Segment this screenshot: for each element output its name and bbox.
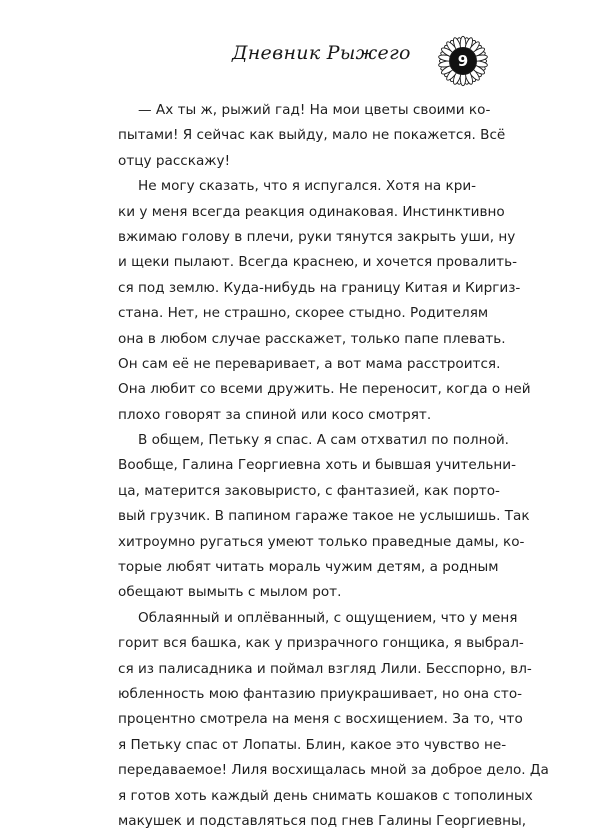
text-line: обещают вымыть с мылом рот. [118,584,342,601]
text-line: и щеки пылают. Всегда краснею, и хочется провалить- [118,254,518,271]
text-line: ца, матерится заковыристо, с фантазией, как порто- [118,482,500,499]
text-line: хитроумно ругаться умеют только праведные дамы, ко- [118,533,525,550]
body-text [118,98,549,834]
text-line: передаваемое! Лиля восхищалась мной за доброе дело. Да [118,762,549,779]
text-line: процентно смотрела на меня с восхищением. За то, что [118,711,523,728]
text-line: стана. Нет, не страшно, скорее стыдно. Родителям [118,305,489,322]
text-line: Не могу сказать, что я испугался. Хотя на кри- [138,178,477,195]
text-line: ся из палисадника и поймал взгляд Лили. Бесспорно, вл- [118,660,532,677]
text-line: — Ах ты ж, рыжий гад! На мои цветы своими ко- [138,102,491,118]
text-line: вый грузчик. В папином гараже такое не услышишь. Так [118,508,530,525]
text-line: Вообще, Галина Георгиевна хоть и бывшая учительни- [118,457,517,474]
text-line: ки у меня всегда реакция одинаковая. Инстинктивно [118,203,505,220]
text-line: ся под землю. Куда-нибудь на границу Китая и Киргиз- [118,279,521,296]
text-line: горит вся башка, как у призрачного гонщика, я выбрал- [118,635,524,652]
text-line: торые любят читать мораль чужим детям, а родным [118,559,499,576]
text-line: Он сам её не переваривает, а вот мама расстроится. [118,355,501,372]
text-line: отцу расскажу! [118,152,231,169]
text-line: Она любит со всеми дружить. Не переносит, когда о ней [118,381,531,398]
page-number-badge [432,30,494,92]
text-line: пытами! Я сейчас как выйду, мало не покажется. Всё [118,127,506,144]
text-line: Облаянный и оплёванный, с ощущением, что у меня [138,609,518,626]
text-line: вжимаю голову в плечи, руки тянутся закрыть уши, ну [118,228,516,245]
page-header [0,0,600,100]
text-line: юбленность мою фантазию приукрашивает, но она сто- [118,685,523,702]
text-line: я Петьку спас от Лопаты. Блин, какое это чувство не- [118,736,507,753]
text-line: я готов хоть каждый день снимать кошаков с тополиных [118,787,533,804]
text-line: плохо говорят за спиной или косо смотрят. [118,406,432,423]
text-line: В общем, Петьку я спас. А сам отхватил по полной. [138,432,509,449]
text-line: макушек и подставляться под гнев Галины Георгиевны, [118,812,527,829]
text-line: она в любом случае расскажет, только папе плевать. [118,330,506,347]
page-number: 9 [457,52,469,70]
running-title: Дневник Рыжего [232,42,411,64]
